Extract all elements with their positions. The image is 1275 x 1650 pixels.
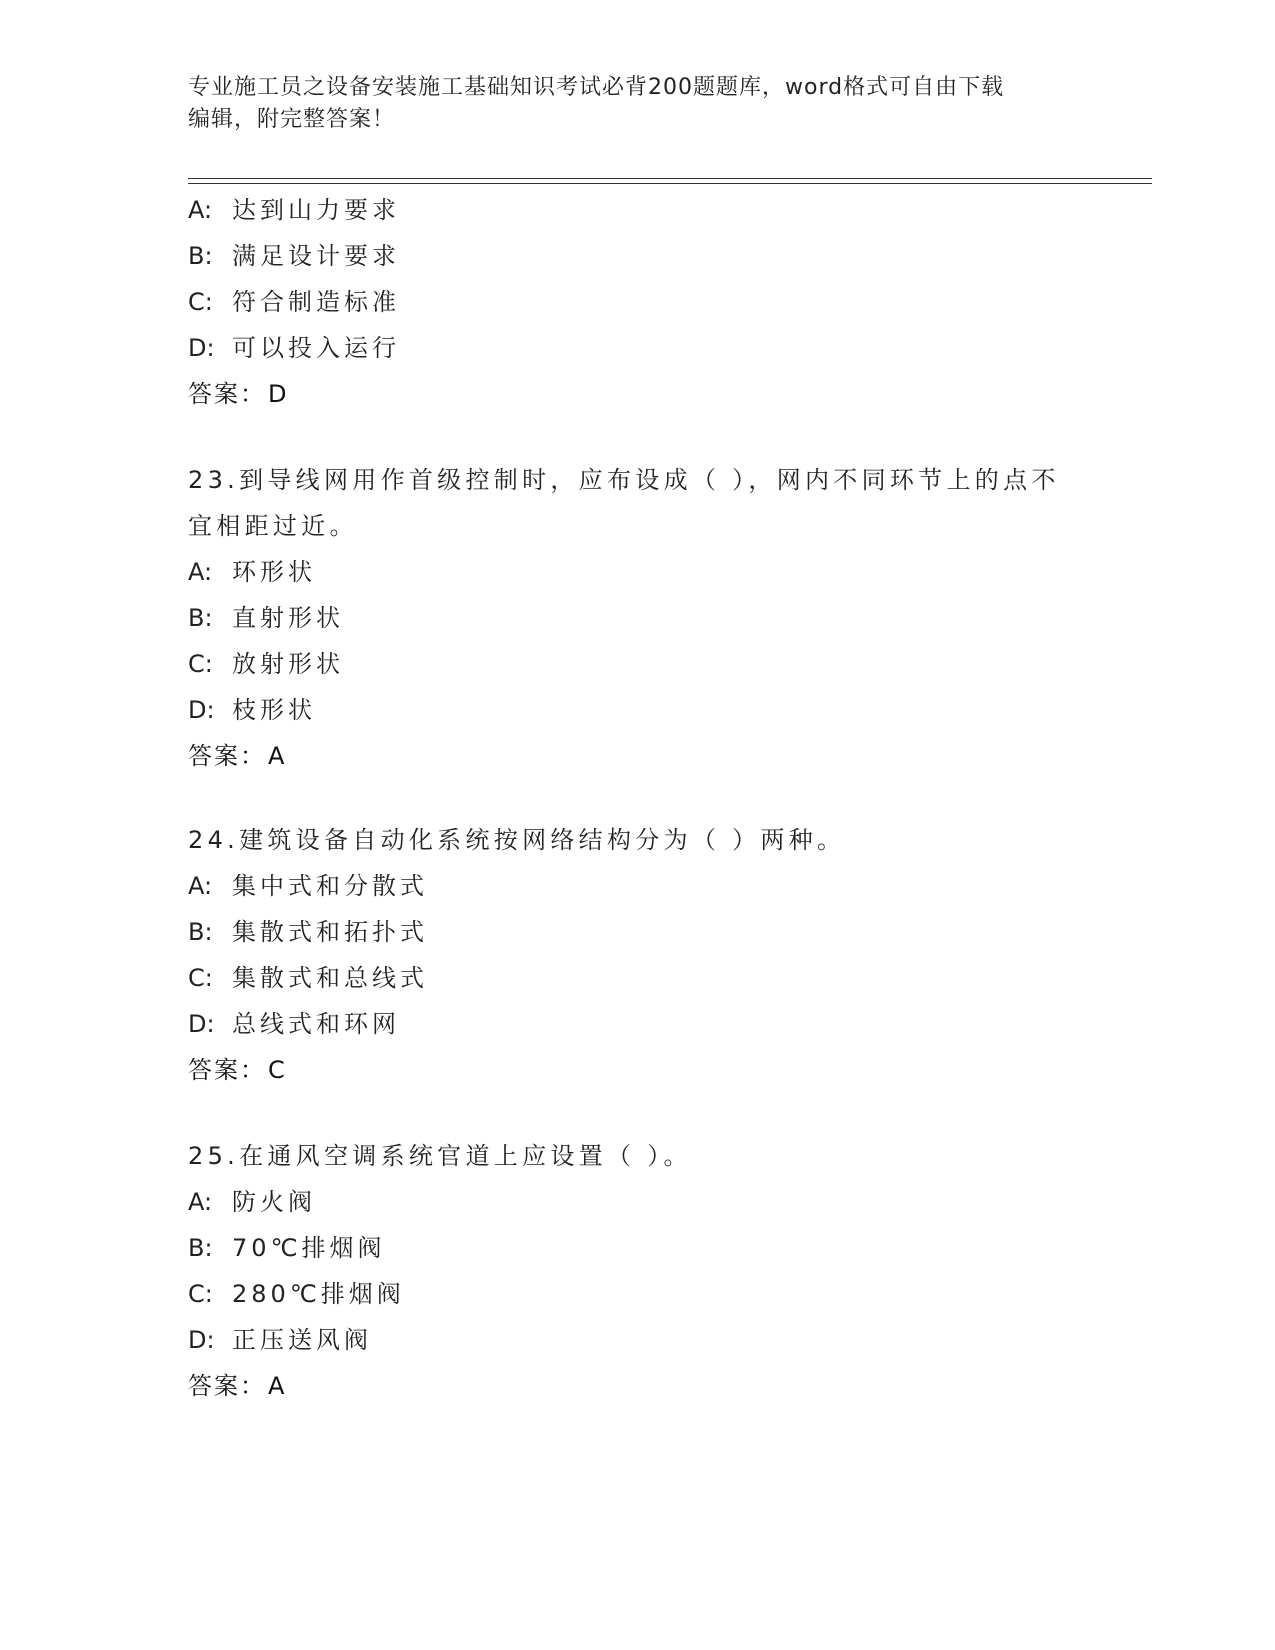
option-text: 可以投入运行 [232, 334, 400, 362]
option-text: 280℃排烟阀 [232, 1280, 405, 1308]
question-stem: 25.在通风空调系统官道上应设置（ ）。 [188, 1142, 692, 1170]
option-letter: A: [188, 196, 213, 224]
option-letter: B: [188, 1234, 213, 1262]
answer-line [188, 1363, 1068, 1409]
option-text: 符合制造标准 [232, 288, 400, 316]
question-23 [188, 457, 1068, 779]
option-c [188, 279, 1068, 325]
option-b [188, 595, 1068, 641]
option-text: 集中式和分散式 [232, 872, 428, 900]
answer-value: A [268, 1372, 285, 1400]
answer-label: 答案： [188, 380, 266, 408]
option-a [188, 549, 1068, 595]
option-c [188, 1271, 1068, 1317]
option-letter: B: [188, 918, 213, 946]
option-letter: D: [188, 334, 215, 362]
option-letter: D: [188, 1010, 215, 1038]
option-letter: C: [188, 1280, 213, 1308]
question-25 [188, 1133, 1068, 1409]
option-b [188, 909, 1068, 955]
option-a [188, 187, 1068, 233]
option-d [188, 687, 1068, 733]
answer-label: 答案： [188, 1056, 266, 1084]
option-text: 集散式和拓扑式 [232, 918, 428, 946]
option-d [188, 1001, 1068, 1047]
option-b [188, 1225, 1068, 1271]
answer-label: 答案： [188, 742, 266, 770]
option-letter: A: [188, 1188, 213, 1216]
option-text: 直射形状 [232, 604, 344, 632]
question-stem: 24.建筑设备自动化系统按网络结构分为（ ）两种。 [188, 826, 846, 854]
option-text: 放射形状 [232, 650, 344, 678]
answer-label: 答案： [188, 1372, 266, 1400]
option-c [188, 641, 1068, 687]
answer-value: C [268, 1056, 285, 1084]
option-letter: C: [188, 650, 213, 678]
answer-line [188, 371, 1068, 417]
option-text: 枝形状 [232, 696, 316, 724]
question-22-continued [188, 187, 1068, 417]
header-title-line2: 编辑，附完整答案！ [188, 107, 396, 132]
answer-value: D [268, 380, 287, 408]
header-divider-top [188, 178, 1152, 179]
option-text: 集散式和总线式 [232, 964, 428, 992]
option-c [188, 955, 1068, 1001]
answer-line [188, 733, 1068, 779]
option-letter: B: [188, 242, 213, 270]
option-letter: D: [188, 1326, 215, 1354]
option-d [188, 325, 1068, 371]
option-a [188, 1179, 1068, 1225]
option-letter: C: [188, 964, 213, 992]
option-letter: A: [188, 872, 213, 900]
header-divider-bottom [188, 183, 1152, 184]
option-b [188, 233, 1068, 279]
option-text: 环形状 [232, 558, 316, 586]
question-stem: 23.到导线网用作首级控制时，应布设成（ ），网内不同环节上的点不宜相距过近。 [188, 466, 1060, 540]
option-text: 正压送风阀 [232, 1326, 372, 1354]
option-a [188, 863, 1068, 909]
option-letter: B: [188, 604, 213, 632]
document-header [188, 72, 1068, 136]
option-text: 防火阀 [232, 1188, 316, 1216]
option-letter: D: [188, 696, 215, 724]
option-letter: C: [188, 288, 213, 316]
option-text: 总线式和环网 [232, 1010, 400, 1038]
option-text: 满足设计要求 [232, 242, 400, 270]
question-24 [188, 817, 1068, 1093]
answer-line [188, 1047, 1068, 1093]
answer-value: A [268, 742, 285, 770]
option-d [188, 1317, 1068, 1363]
option-text: 70℃排烟阀 [232, 1234, 386, 1262]
option-letter: A: [188, 558, 213, 586]
option-text: 达到山力要求 [232, 196, 400, 224]
header-title-line1: 专业施工员之设备安装施工基础知识考试必背200题题库，word格式可自由下载 [188, 75, 1005, 100]
